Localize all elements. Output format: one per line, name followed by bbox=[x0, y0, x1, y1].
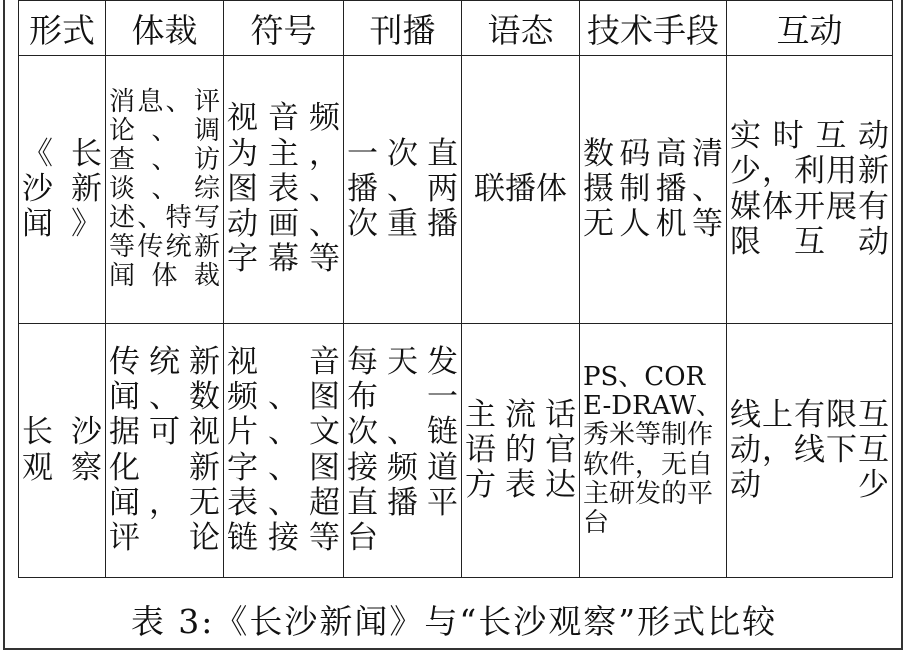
cell-broadcast: 一次直播、两次重播 bbox=[344, 56, 462, 324]
cell-tone: 联播体 bbox=[462, 56, 580, 324]
cell-symbol: 视音频、图片、文字、图表、超链接等 bbox=[224, 324, 344, 578]
table-row bbox=[19, 56, 893, 324]
header-row bbox=[19, 1, 893, 56]
header-tone: 语态 bbox=[462, 1, 580, 56]
header-form: 形式 bbox=[19, 1, 106, 56]
cell-tone: 主流话语的官方表达 bbox=[462, 324, 580, 578]
cell-genre: 传统新闻、数据可视化新闻，无评论 bbox=[106, 324, 224, 578]
cell-symbol: 视音频为主，图表、动画、字幕等 bbox=[224, 56, 344, 324]
cell-broadcast: 每天发布一次、链接频道直播平台 bbox=[344, 324, 462, 578]
cell-form: 长沙观察 bbox=[19, 324, 106, 578]
header-tech: 技术手段 bbox=[580, 1, 727, 56]
cell-tech: 数码高清摄制播、无人机等 bbox=[580, 56, 727, 324]
table-row bbox=[19, 324, 893, 578]
cell-interaction: 线上有限互动，线下互动少 bbox=[727, 324, 893, 578]
header-symbol: 符号 bbox=[224, 1, 344, 56]
header-interaction: 互动 bbox=[727, 1, 893, 56]
comparison-table bbox=[18, 0, 893, 578]
cell-interaction: 实时互动少，利用新媒体开展有限互动 bbox=[727, 56, 893, 324]
cell-genre: 消息、评论、调查、访谈、综述、特写等传统新闻体裁 bbox=[106, 56, 224, 324]
cell-tech: PS、CORE-DRAW、秀米等制作软件，无自主研发的平台 bbox=[580, 324, 727, 578]
header-broadcast: 刊播 bbox=[344, 1, 462, 56]
header-genre: 体裁 bbox=[106, 1, 224, 56]
table-caption: 表 3:《长沙新闻》与“长沙观察”形式比较 bbox=[130, 602, 778, 641]
cell-form: 《长沙新闻》 bbox=[19, 56, 106, 324]
